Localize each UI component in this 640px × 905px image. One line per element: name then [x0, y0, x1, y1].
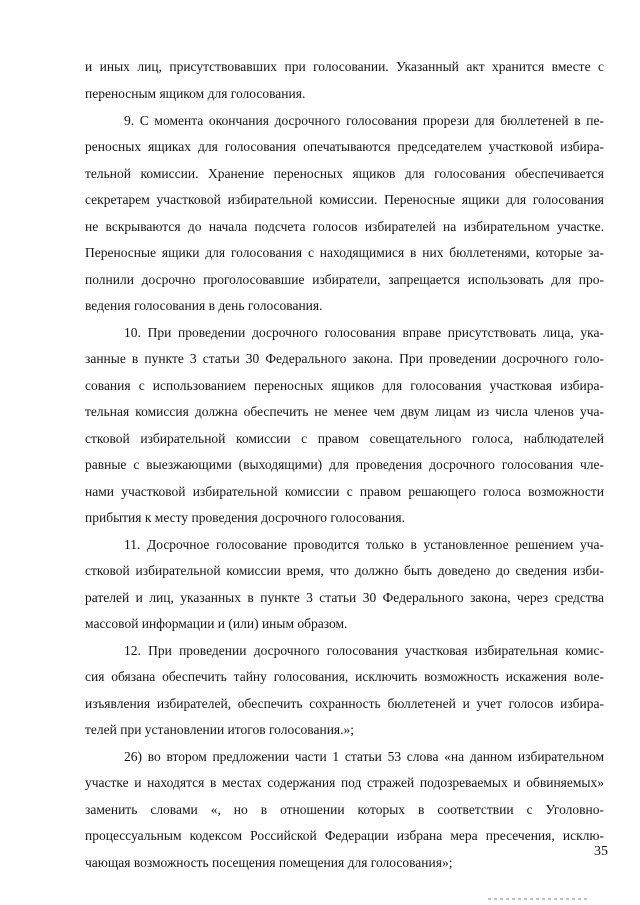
paragraph-10-first-line: 10. При проведении досрочного голосования вправе присутствовать лица, ука-	[124, 325, 604, 340]
paragraph-11-first-line: 11. Досрочное голосование проводится только в установленное решением уча-	[124, 537, 604, 552]
text-line: нами участковой избирательной комиссии с правом решающего голоса возможности	[85, 484, 604, 499]
text-line: сия обязана обеспечить тайну голосования, исключить возможность искажения воле-	[85, 669, 604, 684]
text-line: телей при установлении итогов голосования.»;	[85, 722, 354, 737]
text-line: и иных лиц, присутствовавших при голосовании. Указанный акт хранится вместе с	[85, 59, 604, 74]
text-line: реносных ящиках для голосования опечатываются председателем участковой избира-	[85, 139, 604, 154]
text-line: рателей и лиц, указанных в пункте 3 статьи 30 Федерального закона, через средства	[85, 590, 604, 605]
text-line: массовой информации и (или) иным образом.	[85, 616, 348, 631]
text-line: процессуальным кодексом Российской Федерации избрана мера пресечения, исклю-	[85, 828, 604, 843]
text-line: заменить словами «, но в отношении которых в соответствии с Уголовно-	[85, 802, 604, 817]
text-line: полнили досрочно проголосовавшие избиратели, запрещается использовать для про-	[85, 272, 604, 287]
paragraph-9-first-line: 9. С момента окончания досрочного голосования прорези для бюллетеней в пе-	[124, 113, 604, 128]
scan-artifact-line	[488, 898, 590, 900]
paragraph-12-first-line: 12. При проведении досрочного голосования участковая избирательная комис-	[124, 643, 604, 658]
text-line: Переносные ящики для голосования с находящимися в них бюллетенями, которые за-	[85, 245, 604, 260]
text-line: прибытия к месту проведения досрочного голосования.	[85, 510, 405, 525]
text-line: занные в пункте 3 статьи 30 Федерального закона. При проведении досрочного голо-	[85, 351, 604, 366]
text-line: изъявления избирателей, обеспечить сохранность бюллетеней и учет голосов избира-	[85, 696, 604, 711]
text-line: сования с использованием переносных ящиков для голосования участковая избира-	[85, 378, 604, 393]
text-line: стковой избирательной комиссии время, что должно быть доведено до сведения изби-	[85, 563, 604, 578]
text-line: тельная комиссия должна обеспечить не менее чем двум лицам из числа членов уча-	[85, 404, 604, 419]
item-26-first-line: 26) во втором предложении части 1 статьи 53 слова «на данном избирательном	[124, 749, 604, 764]
text-line: участке и находятся в местах содержания под стражей подозреваемых и обвиняемых»	[85, 775, 604, 790]
text-line: секретарем участковой избирательной комиссии. Переносные ящики для голосования	[85, 192, 604, 207]
text-line: равные с выезжающими (выходящими) для проведения досрочного голосования чле-	[85, 457, 604, 472]
text-line: чающая возможность посещения помещения для голосования»;	[85, 855, 453, 870]
text-line: не вскрываются до начала подсчета голосов избирателей на избирательном участке.	[85, 219, 604, 234]
text-line: переносным ящиком для голосования.	[85, 86, 306, 101]
text-line: ведения голосования в день голосования.	[85, 298, 323, 313]
text-line: тельной комиссии. Хранение переносных ящиков для голосования обеспечивается	[85, 166, 604, 181]
page-number: 35	[594, 844, 608, 859]
text-line: стковой избирательной комиссии с правом совещательного голоса, наблюдателей	[85, 431, 604, 446]
